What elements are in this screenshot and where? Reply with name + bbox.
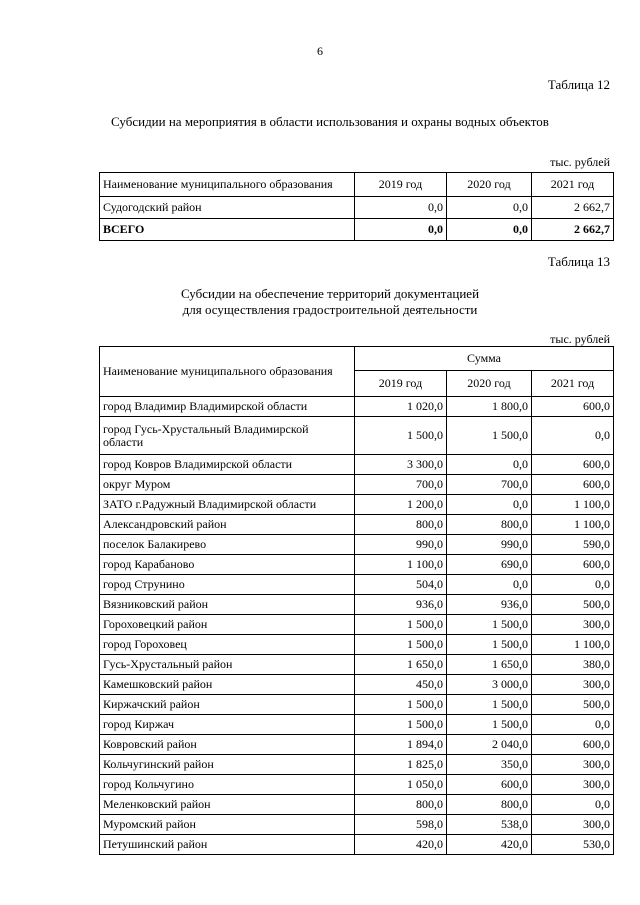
table-row bbox=[100, 615, 614, 635]
table13-cell-name: округ Муром bbox=[100, 475, 355, 495]
table13-title-line1: Субсидии на обеспечение территорий документацией bbox=[180, 286, 480, 301]
table13-cell-2021: 300,0 bbox=[532, 615, 614, 635]
table-row bbox=[100, 495, 614, 515]
table13-cell-2020: 350,0 bbox=[447, 755, 532, 775]
table13-cell-2020: 3 000,0 bbox=[447, 675, 532, 695]
table13-cell-2020: 990,0 bbox=[447, 535, 532, 555]
table13-cell-2020: 1 650,0 bbox=[447, 655, 532, 675]
table13-cell-2021: 590,0 bbox=[532, 535, 614, 555]
table13-cell-2020: 1 500,0 bbox=[447, 417, 532, 455]
table13-cell-2020: 1 500,0 bbox=[447, 695, 532, 715]
table13-cell-2021: 600,0 bbox=[532, 475, 614, 495]
table13-cell-name: город Гусь-Хрустальный Владимирской области bbox=[100, 417, 355, 455]
table-row bbox=[100, 835, 614, 855]
table13-cell-2021: 300,0 bbox=[532, 755, 614, 775]
table12-title: Субсидии на мероприятия в области использования и охраны водных объектов bbox=[111, 114, 549, 129]
table13-cell-name: город Струнино bbox=[100, 575, 355, 595]
table-row bbox=[100, 535, 614, 555]
page-number: 6 bbox=[317, 44, 323, 58]
table13-cell-name: Петушинский район bbox=[100, 835, 355, 855]
table13-cell-2019: 936,0 bbox=[355, 595, 447, 615]
table13-cell-2021: 600,0 bbox=[532, 555, 614, 575]
table-row bbox=[100, 795, 614, 815]
table12-total-2019: 0,0 bbox=[355, 219, 447, 241]
table13-cell-2020: 1 500,0 bbox=[447, 615, 532, 635]
table-row bbox=[100, 715, 614, 735]
table12-header-name: Наименование муниципального образования bbox=[100, 173, 355, 197]
table13-cell-2019: 800,0 bbox=[355, 515, 447, 535]
table13-cell-name: Гороховецкий район bbox=[100, 615, 355, 635]
table13-cell-name: город Владимир Владимирской области bbox=[100, 397, 355, 417]
table13-header-2019: 2019 год bbox=[355, 371, 447, 397]
table13-cell-2019: 1 100,0 bbox=[355, 555, 447, 575]
table13-units: тыс. рублей bbox=[550, 332, 610, 346]
table13-cell-2019: 1 500,0 bbox=[355, 615, 447, 635]
table13-cell-name: Гусь-Хрустальный район bbox=[100, 655, 355, 675]
table13-cell-name: город Кольчугино bbox=[100, 775, 355, 795]
table13-cell-2021: 0,0 bbox=[532, 795, 614, 815]
table-row bbox=[100, 555, 614, 575]
table13-cell-2020: 690,0 bbox=[447, 555, 532, 575]
table12-cell-2020: 0,0 bbox=[447, 197, 532, 219]
table13-cell-2021: 600,0 bbox=[532, 455, 614, 475]
table13-cell-2021: 380,0 bbox=[532, 655, 614, 675]
table13-cell-2020: 538,0 bbox=[447, 815, 532, 835]
table13-cell-2019: 1 020,0 bbox=[355, 397, 447, 417]
table12-total-2020: 0,0 bbox=[447, 219, 532, 241]
table13-cell-2021: 300,0 bbox=[532, 775, 614, 795]
table13-cell-2021: 500,0 bbox=[532, 695, 614, 715]
table13-cell-name: Муромский район bbox=[100, 815, 355, 835]
table12-cell-2021: 2 662,7 bbox=[532, 197, 614, 219]
table12-total-row bbox=[100, 219, 614, 241]
table-row bbox=[100, 595, 614, 615]
table13-cell-2021: 1 100,0 bbox=[532, 635, 614, 655]
table-row bbox=[100, 515, 614, 535]
table-row bbox=[100, 675, 614, 695]
table12-total-2021: 2 662,7 bbox=[532, 219, 614, 241]
table13-cell-2021: 1 100,0 bbox=[532, 515, 614, 535]
table12-header-2019: 2019 год bbox=[355, 173, 447, 197]
table13-cell-2021: 500,0 bbox=[532, 595, 614, 615]
table13-cell-2019: 800,0 bbox=[355, 795, 447, 815]
table13-header-2021: 2021 год bbox=[532, 371, 614, 397]
table13-cell-2020: 1 500,0 bbox=[447, 635, 532, 655]
table13-cell-2019: 598,0 bbox=[355, 815, 447, 835]
table13-cell-2019: 3 300,0 bbox=[355, 455, 447, 475]
table-row bbox=[100, 695, 614, 715]
table13-cell-name: Киржачский район bbox=[100, 695, 355, 715]
table-row bbox=[100, 735, 614, 755]
table13-cell-2021: 300,0 bbox=[532, 675, 614, 695]
table13-cell-2019: 700,0 bbox=[355, 475, 447, 495]
table-row bbox=[100, 455, 614, 475]
table13-cell-2021: 1 100,0 bbox=[532, 495, 614, 515]
table13-cell-2021: 0,0 bbox=[532, 715, 614, 735]
table-row bbox=[100, 397, 614, 417]
table13-cell-2020: 420,0 bbox=[447, 835, 532, 855]
table12-units: тыс. рублей bbox=[550, 155, 610, 169]
table13-cell-2019: 990,0 bbox=[355, 535, 447, 555]
table13-cell-2020: 800,0 bbox=[447, 795, 532, 815]
table13-cell-2020: 1 800,0 bbox=[447, 397, 532, 417]
table13-header-sum: Сумма bbox=[355, 347, 614, 371]
table13-cell-2019: 1 050,0 bbox=[355, 775, 447, 795]
table13-cell-name: ЗАТО г.Радужный Владимирской области bbox=[100, 495, 355, 515]
table13-cell-2021: 600,0 bbox=[532, 735, 614, 755]
table13 bbox=[99, 346, 614, 855]
table13-header-name: Наименование муниципального образования bbox=[100, 347, 355, 397]
table13-cell-2019: 1 500,0 bbox=[355, 715, 447, 735]
table13-cell-2019: 420,0 bbox=[355, 835, 447, 855]
table13-cell-name: город Гороховец bbox=[100, 635, 355, 655]
table13-cell-name: Кольчугинский район bbox=[100, 755, 355, 775]
table-row bbox=[100, 475, 614, 495]
table12-header-row bbox=[100, 173, 614, 197]
table13-cell-2020: 0,0 bbox=[447, 455, 532, 475]
table13-cell-2019: 1 200,0 bbox=[355, 495, 447, 515]
table-row bbox=[100, 815, 614, 835]
table12-header-2021: 2021 год bbox=[532, 173, 614, 197]
table13-cell-2019: 1 500,0 bbox=[355, 695, 447, 715]
table13-cell-2019: 1 500,0 bbox=[355, 417, 447, 455]
table13-cell-name: поселок Балакирево bbox=[100, 535, 355, 555]
table13-cell-name: Вязниковский район bbox=[100, 595, 355, 615]
table13-cell-2021: 0,0 bbox=[532, 575, 614, 595]
table12-total-label: ВСЕГО bbox=[100, 219, 355, 241]
table12-header-2020: 2020 год bbox=[447, 173, 532, 197]
table13-cell-2020: 700,0 bbox=[447, 475, 532, 495]
table13-cell-name: Камешковский район bbox=[100, 675, 355, 695]
table13-cell-name: город Киржач bbox=[100, 715, 355, 735]
table12-label: Таблица 12 bbox=[547, 77, 610, 92]
table13-label: Таблица 13 bbox=[547, 254, 610, 269]
table-row bbox=[100, 575, 614, 595]
table13-cell-2019: 450,0 bbox=[355, 675, 447, 695]
table13-cell-2019: 1 650,0 bbox=[355, 655, 447, 675]
table12-cell-name: Судогодский район bbox=[100, 197, 355, 219]
table-row bbox=[100, 655, 614, 675]
table13-header-2020: 2020 год bbox=[447, 371, 532, 397]
table-row bbox=[100, 775, 614, 795]
table13-title-line2: для осуществления градостроительной деятельности bbox=[182, 302, 478, 317]
table13-cell-name: город Ковров Владимирской области bbox=[100, 455, 355, 475]
table13-cell-2021: 300,0 bbox=[532, 815, 614, 835]
table-row bbox=[100, 197, 614, 219]
table13-cell-2020: 0,0 bbox=[447, 495, 532, 515]
table13-cell-2019: 1 500,0 bbox=[355, 635, 447, 655]
table13-cell-2019: 1 825,0 bbox=[355, 755, 447, 775]
table13-cell-name: город Карабаново bbox=[100, 555, 355, 575]
table13-cell-name: Ковровский район bbox=[100, 735, 355, 755]
table13-cell-2020: 600,0 bbox=[447, 775, 532, 795]
table13-cell-2019: 504,0 bbox=[355, 575, 447, 595]
table13-cell-name: Александровский район bbox=[100, 515, 355, 535]
table12 bbox=[99, 172, 614, 241]
table13-cell-2019: 1 894,0 bbox=[355, 735, 447, 755]
table13-cell-2020: 2 040,0 bbox=[447, 735, 532, 755]
table13-cell-name: Меленковский район bbox=[100, 795, 355, 815]
table13-cell-2020: 0,0 bbox=[447, 575, 532, 595]
table12-cell-2019: 0,0 bbox=[355, 197, 447, 219]
table13-cell-2020: 936,0 bbox=[447, 595, 532, 615]
table13-cell-2021: 530,0 bbox=[532, 835, 614, 855]
table-row bbox=[100, 417, 614, 455]
table-row bbox=[100, 755, 614, 775]
table-row bbox=[100, 635, 614, 655]
table13-cell-2020: 800,0 bbox=[447, 515, 532, 535]
table13-cell-2020: 1 500,0 bbox=[447, 715, 532, 735]
table13-cell-2021: 600,0 bbox=[532, 397, 614, 417]
table13-cell-2021: 0,0 bbox=[532, 417, 614, 455]
